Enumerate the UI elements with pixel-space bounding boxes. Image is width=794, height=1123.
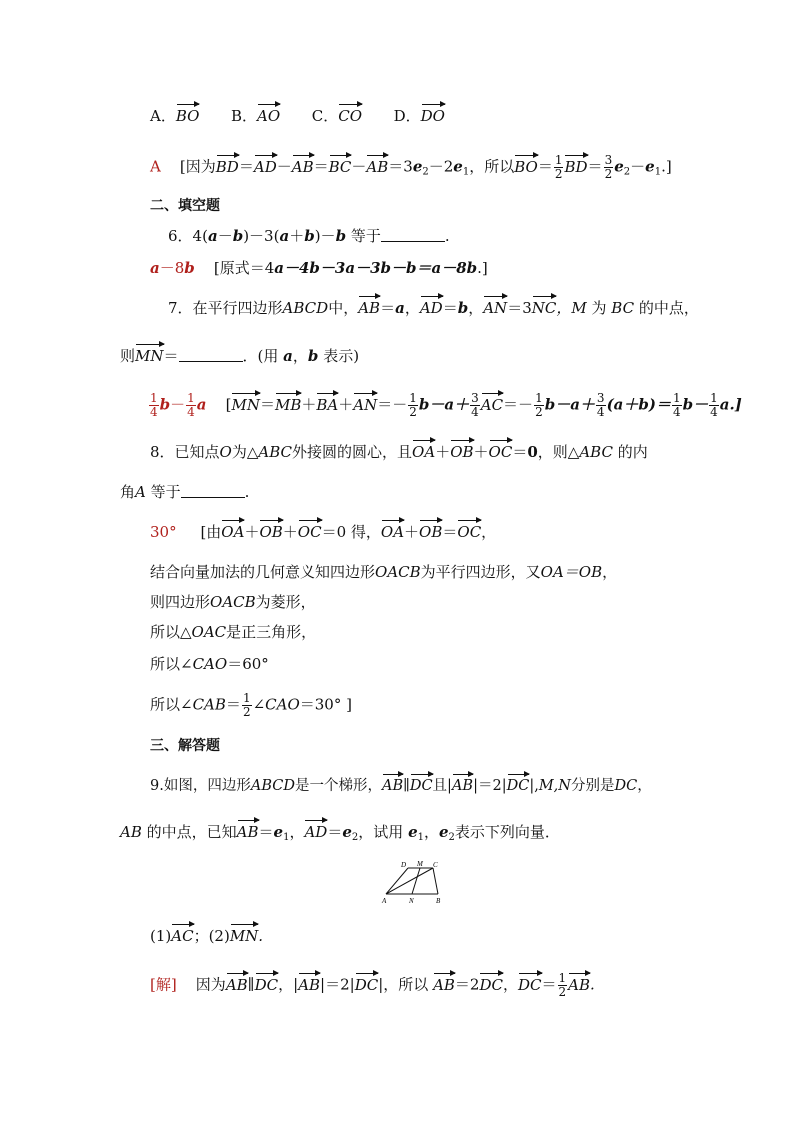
fraction: $\frac{1}{4}$ [672,391,681,419]
fraction: $\frac{1}{2}$ [554,153,563,181]
label-b: B [436,897,441,905]
q9-parts: (1)AC；(2)MN. [150,927,264,945]
q7-stem-line2: 则MN＝ ．(用 a，b 表示) [120,347,360,365]
q9-stem-line2: AB 的中点，已知$AB=e_1$，$AD=e_2$，试用 $e_1$，$e_2$表示下列向量． [120,823,560,843]
q5-answer: A [150,157,161,176]
fraction: $\frac{3}{2}$ [604,153,613,181]
option-a: A．BO [150,107,200,125]
fraction: $\frac{1}{2}$ [558,971,567,999]
fraction: $\frac{1}{4}$ [710,391,718,419]
q6-solution: a－8b [原式＝4a－4b－3a－3b－b＝a－8b.] [150,259,488,277]
trapezoid-figure [378,858,448,906]
q7-solution: $\frac{1}{4}$ b－ $\frac{1}{4}$ a [MN＝MB＋BA＋AN＝－ $\frac{1}{2}$ b－a＋ $\frac{3}{4}$ AC＝－ $\frac{1}{2}$ b－a＋ $\frac{3}{4}$ (a＋b)＝ $\frac{1}{4}$ b－ $\frac{1}{4}$ a.] [150,391,742,419]
q6-stem: 6．4(a－b)－3(a＋b)－b 等于 . [168,227,450,245]
answer-blank [381,227,445,242]
fraction: $\frac{1}{4}$ [187,391,195,419]
answer-blank [181,483,245,498]
q7-stem-line1: 7．在平行四边形ABCD中，AB＝a，AD＝b，AN＝3NC，M 为 BC 的中点， [168,299,699,317]
fraction: $\frac{1}{2}$ [242,691,251,719]
section-heading-fill-blank: 二、填空题 [150,198,220,214]
q9-solution: [解] 因为AB∥DC，|AB|＝2|DC|，所以 AB＝2DC，DC＝ $\frac{1}{2}$ AB. [150,971,595,999]
q8-stem-line1: 8．已知点O为△ABC外接圆的圆心，且OA＋OB＋OC＝0，则△ABC 的内 [150,443,648,461]
q8-solution-line6: 所以∠CAB＝ $\frac{1}{2}$ ∠CAO＝30° ] [150,691,352,719]
label-m: M [417,860,423,868]
fraction: $\frac{3}{4}$ [471,391,479,419]
edge-bc [433,868,438,894]
q5-solution: A [因为$BD=AD-AB=BC-AB=3e_2-2e_1$，所以BO＝ $\frac{1}{2}$ BD＝ $\frac{3}{2}$ $e_2-e_1$.] [150,153,672,181]
option-c: C．CO [311,107,363,125]
q8-solution-line1: 30° [由OA＋OB＋OC＝0 得，OA＋OB＝OC， [150,523,497,541]
fraction: $\frac{1}{4}$ [150,391,158,419]
fraction: $\frac{1}{2}$ [535,391,543,419]
option-b: B．AO [231,107,281,125]
diagonal-ac [386,868,433,894]
edge-ad [386,868,408,894]
q8-solution-line2: 结合向量加法的几何意义知四边形OACB为平行四边形，又OA＝OB， [150,563,618,581]
q9-stem-line1: 9.如图，四边形ABCD是一个梯形，AB∥DC且|AB|＝2|DC|,M,N分别是DC， [150,778,652,794]
option-d: D．DO [393,107,445,125]
q8-solution-line3: 则四边形OACB为菱形， [150,593,316,611]
label-a: A [382,897,387,905]
fraction: $\frac{3}{4}$ [596,391,605,419]
answer-blank [179,347,243,362]
q8-stem-line2: 角A 等于 . [120,483,250,501]
label-c: C [433,861,438,869]
section-heading-answer-questions: 三、解答题 [150,738,220,754]
q8-solution-line4: 所以△OAC是正三角形， [150,623,317,641]
fraction: $\frac{1}{2}$ [409,391,417,419]
q5-options [150,106,445,126]
solution-label: [解] [150,975,177,994]
segment-mn [412,868,420,894]
label-n: N [409,897,414,905]
q8-answer: 30° [150,523,177,541]
label-d: D [401,861,407,869]
q8-solution-line5: 所以∠CAO＝60° [150,655,269,673]
